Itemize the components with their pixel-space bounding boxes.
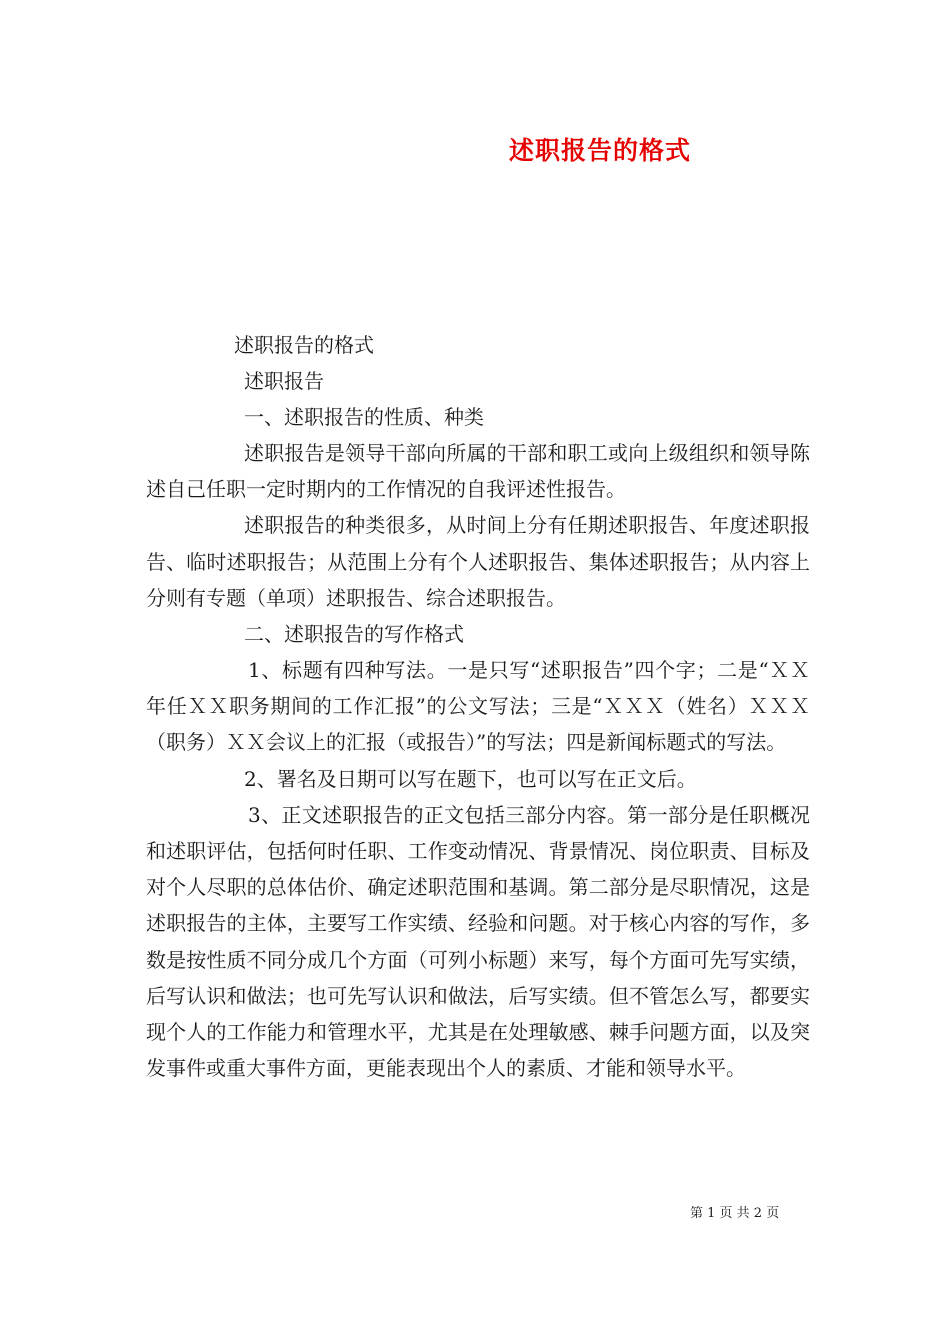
document-title: 述职报告的格式 xyxy=(508,136,691,165)
section-heading-nature-types: 一、述职报告的性质、种类 xyxy=(244,405,484,429)
paragraph-signature-date: 2、署名及日期可以写在题下，也可以写在正文后。 xyxy=(244,766,697,791)
paragraph-main-text: 3、正文述职报告的正文包括三部分内容。第一部分是任职概况和述职评估，包括何时任职、工作变动情况、背景情况、岗位职责、目标及对个人尽职的总体估价、确定述职范围和基调。第二部分是尽职情况，这是述职报告的主体，主要写工作实绩、经验和问题。对于核心内容的写作，多数是按性质不同分成几个方面（可列小标题）来写，每个方面可先写实绩，后写认识和做法；也可先写认识和做法，后写实绩。但不管怎么写，都要实现个人的工作能力和管理水平，尤其是在处理敏感、棘手问题方面，以及突发事件或重大事件方面，更能表现出个人的素质、才能和领导水平。 xyxy=(146,802,810,1081)
page-footer: 第 1 页 共 2 页 xyxy=(690,1206,780,1221)
paragraph-types: 述职报告的种类很多，从时间上分有任期述职报告、年度述职报告、临时述职报告；从范围上分有个人述职报告、集体述职报告；从内容上分则有专题（单项）述职报告、综合述职报告。 xyxy=(146,513,810,610)
paragraph-title-methods: 1、标题有四种写法。一是只写“述职报告”四个字；二是“ＸＸ年任ＸＸ职务期间的工作汇报”的公文写法；三是“ＸＸＸ（姓名）ＸＸＸ（职务）ＸＸ会议上的汇报（或报告）”的写法；四是新闻标题式的写法。 xyxy=(146,658,810,755)
heading-report: 述职报告 xyxy=(244,369,324,393)
paragraph-definition: 述职报告是领导干部向所属的干部和职工或向上级组织和领导陈述自己任职一定时期内的工作情况的自我评述性报告。 xyxy=(146,441,810,502)
heading-report-format: 述职报告的格式 xyxy=(234,333,374,357)
document-body xyxy=(146,327,810,1086)
section-heading-writing-format: 二、述职报告的写作格式 xyxy=(244,622,464,647)
